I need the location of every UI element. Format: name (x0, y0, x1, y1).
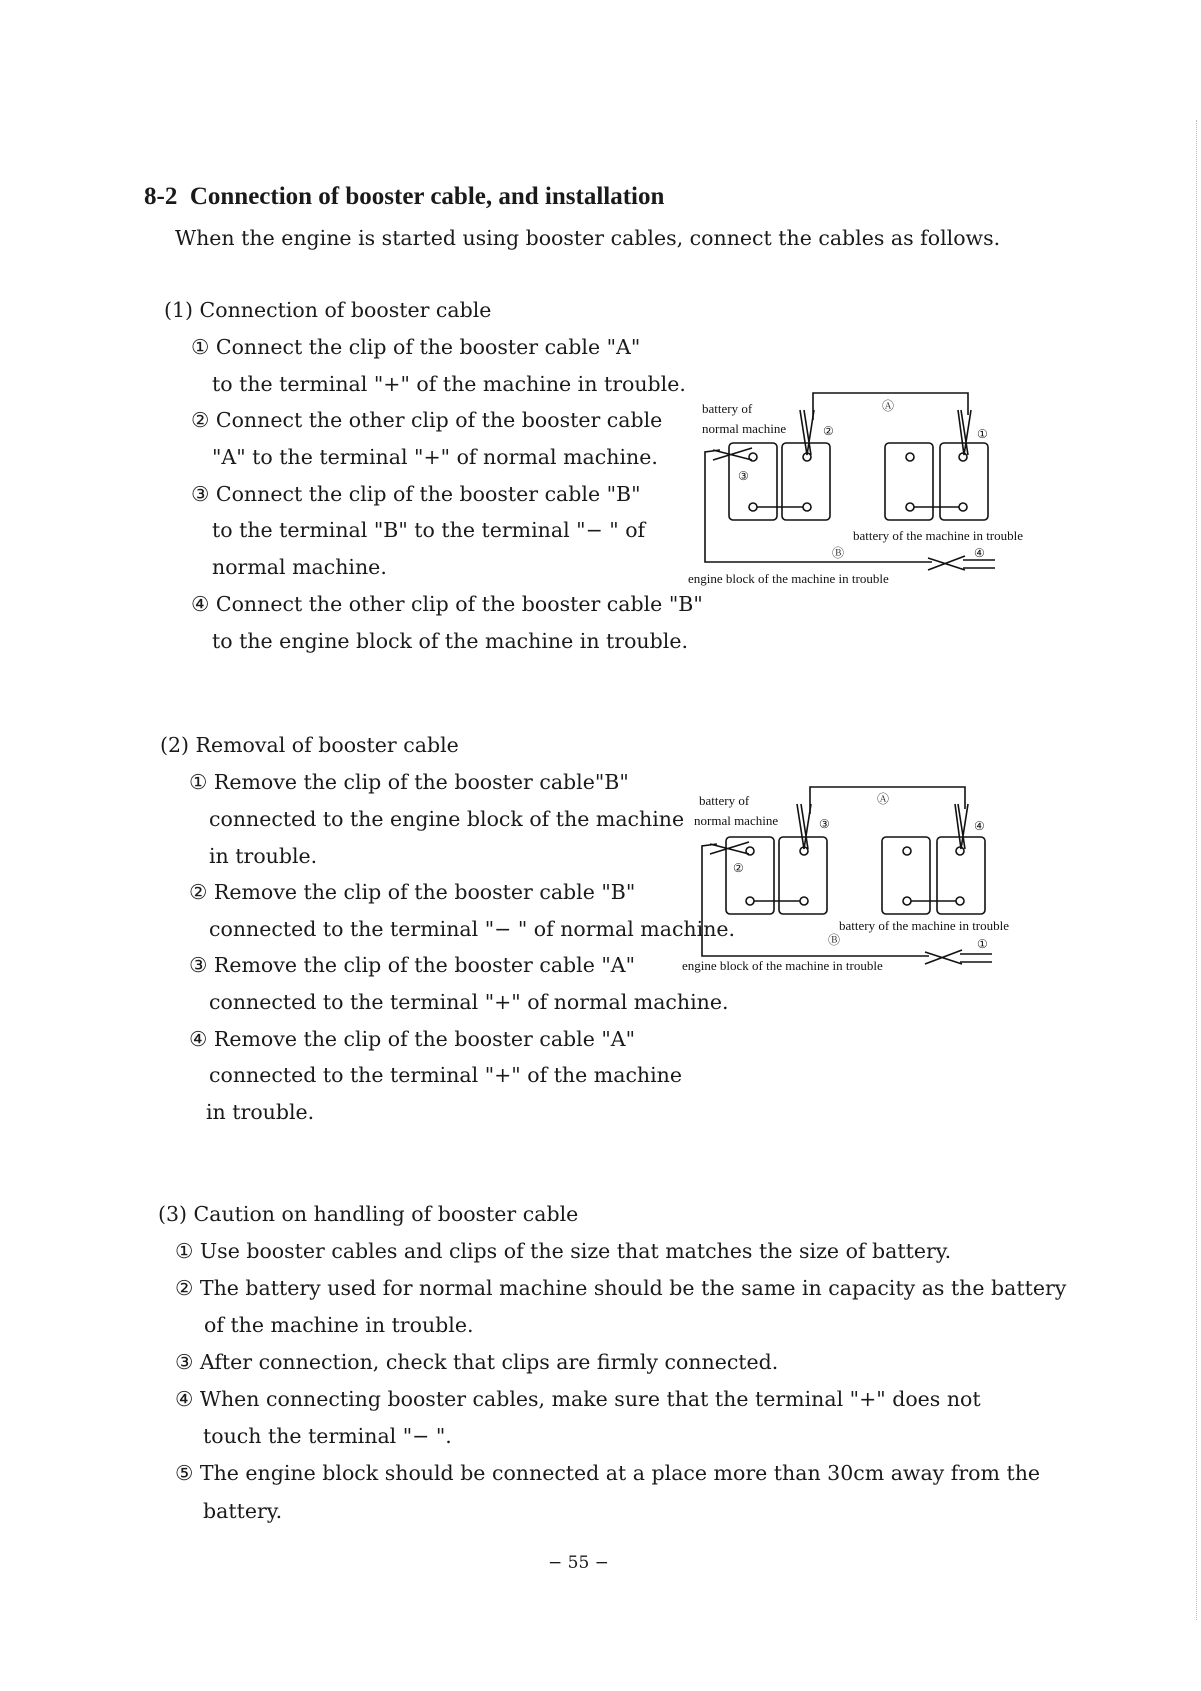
part3-line: ② The battery used for normal machine should be the same in capacity as the battery (175, 1276, 1067, 1300)
part1-line: to the terminal "B" to the terminal "− " of (212, 518, 646, 542)
scan-edge (1196, 120, 1197, 1620)
removal-diagram (672, 770, 1052, 980)
part2-line: connected to the terminal "− " of normal machine. (209, 917, 736, 941)
part3-line: of the machine in trouble. (204, 1313, 474, 1337)
label-cable-b: Ⓑ (828, 933, 841, 947)
label-clip-step: ② (823, 424, 834, 438)
label-trouble-battery: battery of the machine in trouble (853, 528, 1024, 543)
label-trouble-battery: battery of the machine in trouble (839, 918, 1010, 933)
part3-line: touch the terminal "− ". (203, 1424, 452, 1448)
part2-line: connected to the terminal "+" of the machine (209, 1063, 683, 1087)
label-normal-battery: battery of (702, 401, 753, 416)
label-clip-step: ③ (738, 469, 749, 483)
part2-line: in trouble. (209, 844, 318, 868)
section-title-text: Connection of booster cable, and installation (189, 183, 665, 210)
part1-line: to the engine block of the machine in trouble. (212, 629, 688, 653)
part3-line: battery. (203, 1499, 283, 1523)
label-normal-battery-2: normal machine (702, 421, 787, 436)
part2-line: connected to the engine block of the machine (209, 807, 685, 831)
label-cable-b: Ⓑ (832, 546, 845, 560)
part3-line: ⑤ The engine block should be connected at a place more than 30cm away from the (175, 1461, 1041, 1485)
part2-line: ② Remove the clip of the booster cable "B" (189, 880, 636, 904)
label-cable-a: Ⓐ (882, 399, 895, 413)
section-title (144, 183, 664, 211)
part2-line: ① Remove the clip of the booster cable"B" (189, 770, 629, 794)
part1-line: ① Connect the clip of the booster cable "A" (191, 335, 641, 359)
part1-line: to the terminal "+" of the machine in trouble. (212, 372, 686, 396)
label-clip-step: ① (977, 427, 988, 441)
part3-heading: (3) Caution on handling of booster cable (158, 1202, 579, 1226)
label-normal-battery-2: normal machine (694, 813, 779, 828)
label-clip-step: ① (977, 937, 988, 951)
label-cable-a: Ⓐ (877, 792, 890, 806)
part2-line: in trouble. (206, 1100, 315, 1124)
part2-heading: (2) Removal of booster cable (160, 733, 459, 757)
part1-line: ③ Connect the clip of the booster cable "B" (191, 482, 641, 506)
label-clip-step: ④ (974, 819, 985, 833)
label-clip-step: ② (733, 861, 744, 875)
page-number: − 55 − (548, 1553, 609, 1573)
part1-line: "A" to the terminal "+" of normal machine. (212, 445, 658, 469)
intro-text: When the engine is started using booster cables, connect the cables as follows. (175, 226, 1001, 250)
label-engine-block: engine block of the machine in trouble (682, 958, 883, 973)
connection-diagram (680, 380, 1060, 590)
part1-line: ④ Connect the other clip of the booster cable "B" (191, 592, 703, 616)
part3-line: ① Use booster cables and clips of the size that matches the size of battery. (175, 1239, 952, 1263)
section-number: 8-2 (144, 183, 178, 210)
label-clip-step: ④ (974, 546, 985, 560)
part3-line: ④ When connecting booster cables, make sure that the terminal "+" does not (175, 1387, 981, 1411)
label-clip-step: ③ (819, 817, 830, 831)
part1-line: normal machine. (212, 555, 387, 579)
part3-line: ③ After connection, check that clips are firmly connected. (175, 1350, 779, 1374)
part2-line: ③ Remove the clip of the booster cable "A" (189, 953, 636, 977)
label-normal-battery: battery of (699, 793, 750, 808)
part2-line: ④ Remove the clip of the booster cable "A" (189, 1027, 636, 1051)
part2-line: connected to the terminal "+" of normal machine. (209, 990, 729, 1014)
part1-line: ② Connect the other clip of the booster cable (191, 408, 663, 432)
part1-heading: (1) Connection of booster cable (164, 298, 492, 322)
label-engine-block: engine block of the machine in trouble (688, 571, 889, 586)
